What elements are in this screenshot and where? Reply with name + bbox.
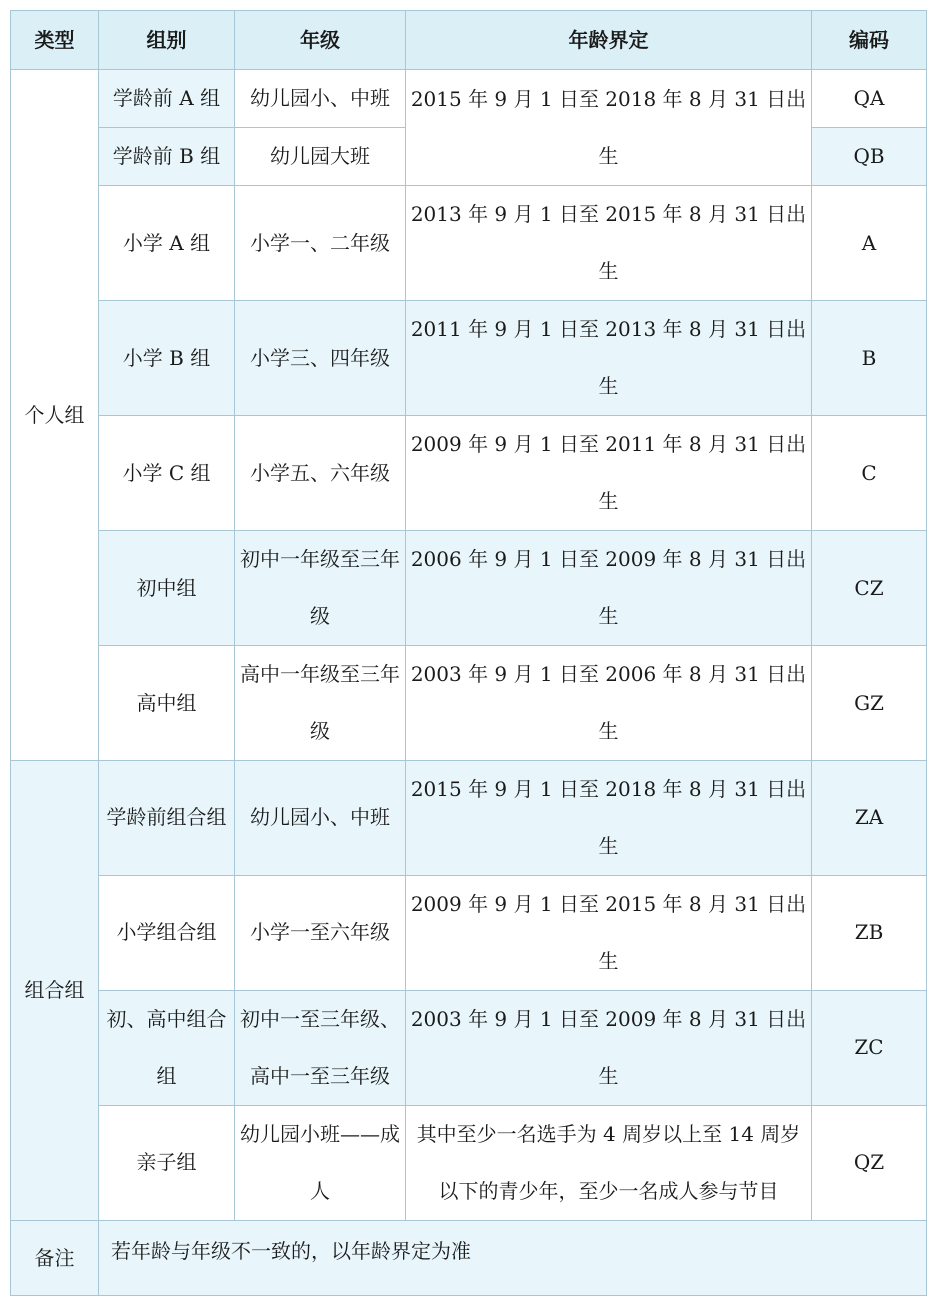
- code-cell: CZ: [812, 531, 927, 646]
- age-cell: 2009 年 9 月 1 日至 2011 年 8 月 31 日出生: [406, 416, 812, 531]
- code-cell: ZA: [812, 760, 927, 875]
- table-row: [11, 301, 927, 416]
- table-row: [11, 70, 927, 128]
- age-cell: 2011 年 9 月 1 日至 2013 年 8 月 31 日出生: [406, 301, 812, 416]
- note-label: 备注: [11, 1220, 99, 1295]
- table-row: [11, 990, 927, 1105]
- grade-cell: 初中一年级至三年级: [235, 531, 406, 646]
- grade-cell: 小学五、六年级: [235, 416, 406, 531]
- grade-cell: 高中一年级至三年级: [235, 646, 406, 761]
- grade-cell: 幼儿园小、中班: [235, 70, 406, 128]
- age-cell: 2013 年 9 月 1 日至 2015 年 8 月 31 日出生: [406, 186, 812, 301]
- group-cell: 小学组合组: [99, 875, 235, 990]
- code-cell: QB: [812, 128, 927, 186]
- code-cell: C: [812, 416, 927, 531]
- age-cell: 2003 年 9 月 1 日至 2006 年 8 月 31 日出生: [406, 646, 812, 761]
- group-cell: 学龄前 B 组: [99, 128, 235, 186]
- grade-cell: 小学三、四年级: [235, 301, 406, 416]
- age-cell: 2015 年 9 月 1 日至 2018 年 8 月 31 日出生: [406, 760, 812, 875]
- note-row: [11, 1220, 927, 1295]
- code-cell: GZ: [812, 646, 927, 761]
- type-combination: 组合组: [11, 760, 99, 1220]
- type-individual: 个人组: [11, 70, 99, 761]
- code-cell: ZC: [812, 990, 927, 1105]
- code-cell: QZ: [812, 1105, 927, 1220]
- grade-cell: 幼儿园大班: [235, 128, 406, 186]
- grade-cell: 小学一、二年级: [235, 186, 406, 301]
- table-row: [11, 646, 927, 761]
- age-cell: 2009 年 9 月 1 日至 2015 年 8 月 31 日出生: [406, 875, 812, 990]
- table-row: [11, 1105, 927, 1220]
- group-cell: 学龄前 A 组: [99, 70, 235, 128]
- age-cell: 2006 年 9 月 1 日至 2009 年 8 月 31 日出生: [406, 531, 812, 646]
- age-group-table-combo: [10, 760, 927, 1296]
- grade-cell: 幼儿园小班——成人: [235, 1105, 406, 1220]
- code-cell: B: [812, 301, 927, 416]
- group-cell: 高中组: [99, 646, 235, 761]
- grade-cell: 幼儿园小、中班: [235, 760, 406, 875]
- table-row: [11, 531, 927, 646]
- group-cell: 亲子组: [99, 1105, 235, 1220]
- table-row: [11, 875, 927, 990]
- code-cell: ZB: [812, 875, 927, 990]
- age-cell: 其中至少一名选手为 4 周岁以上至 14 周岁以下的青少年，至少一名成人参与节目: [406, 1105, 812, 1220]
- group-cell: 初、高中组合组: [99, 990, 235, 1105]
- group-cell: 小学 C 组: [99, 416, 235, 531]
- header-age: 年龄界定: [406, 11, 812, 70]
- note-text: 若年龄与年级不一致的，以年龄界定为准: [99, 1220, 927, 1295]
- age-cell: 2015 年 9 月 1 日至 2018 年 8 月 31 日出生: [406, 70, 812, 186]
- group-cell: 小学 A 组: [99, 186, 235, 301]
- header-code: 编码: [812, 11, 927, 70]
- table-row: [11, 760, 927, 875]
- grade-cell: 初中一至三年级、高中一至三年级: [235, 990, 406, 1105]
- group-cell: 学龄前组合组: [99, 760, 235, 875]
- age-cell: 2003 年 9 月 1 日至 2009 年 8 月 31 日出生: [406, 990, 812, 1105]
- group-cell: 初中组: [99, 531, 235, 646]
- table-row: [11, 186, 927, 301]
- header-group: 组别: [99, 11, 235, 70]
- code-cell: QA: [812, 70, 927, 128]
- header-row: [11, 11, 927, 70]
- age-group-table: [10, 10, 927, 761]
- grade-cell: 小学一至六年级: [235, 875, 406, 990]
- header-grade: 年级: [235, 11, 406, 70]
- code-cell: A: [812, 186, 927, 301]
- header-type: 类型: [11, 11, 99, 70]
- table-row: [11, 416, 927, 531]
- group-cell: 小学 B 组: [99, 301, 235, 416]
